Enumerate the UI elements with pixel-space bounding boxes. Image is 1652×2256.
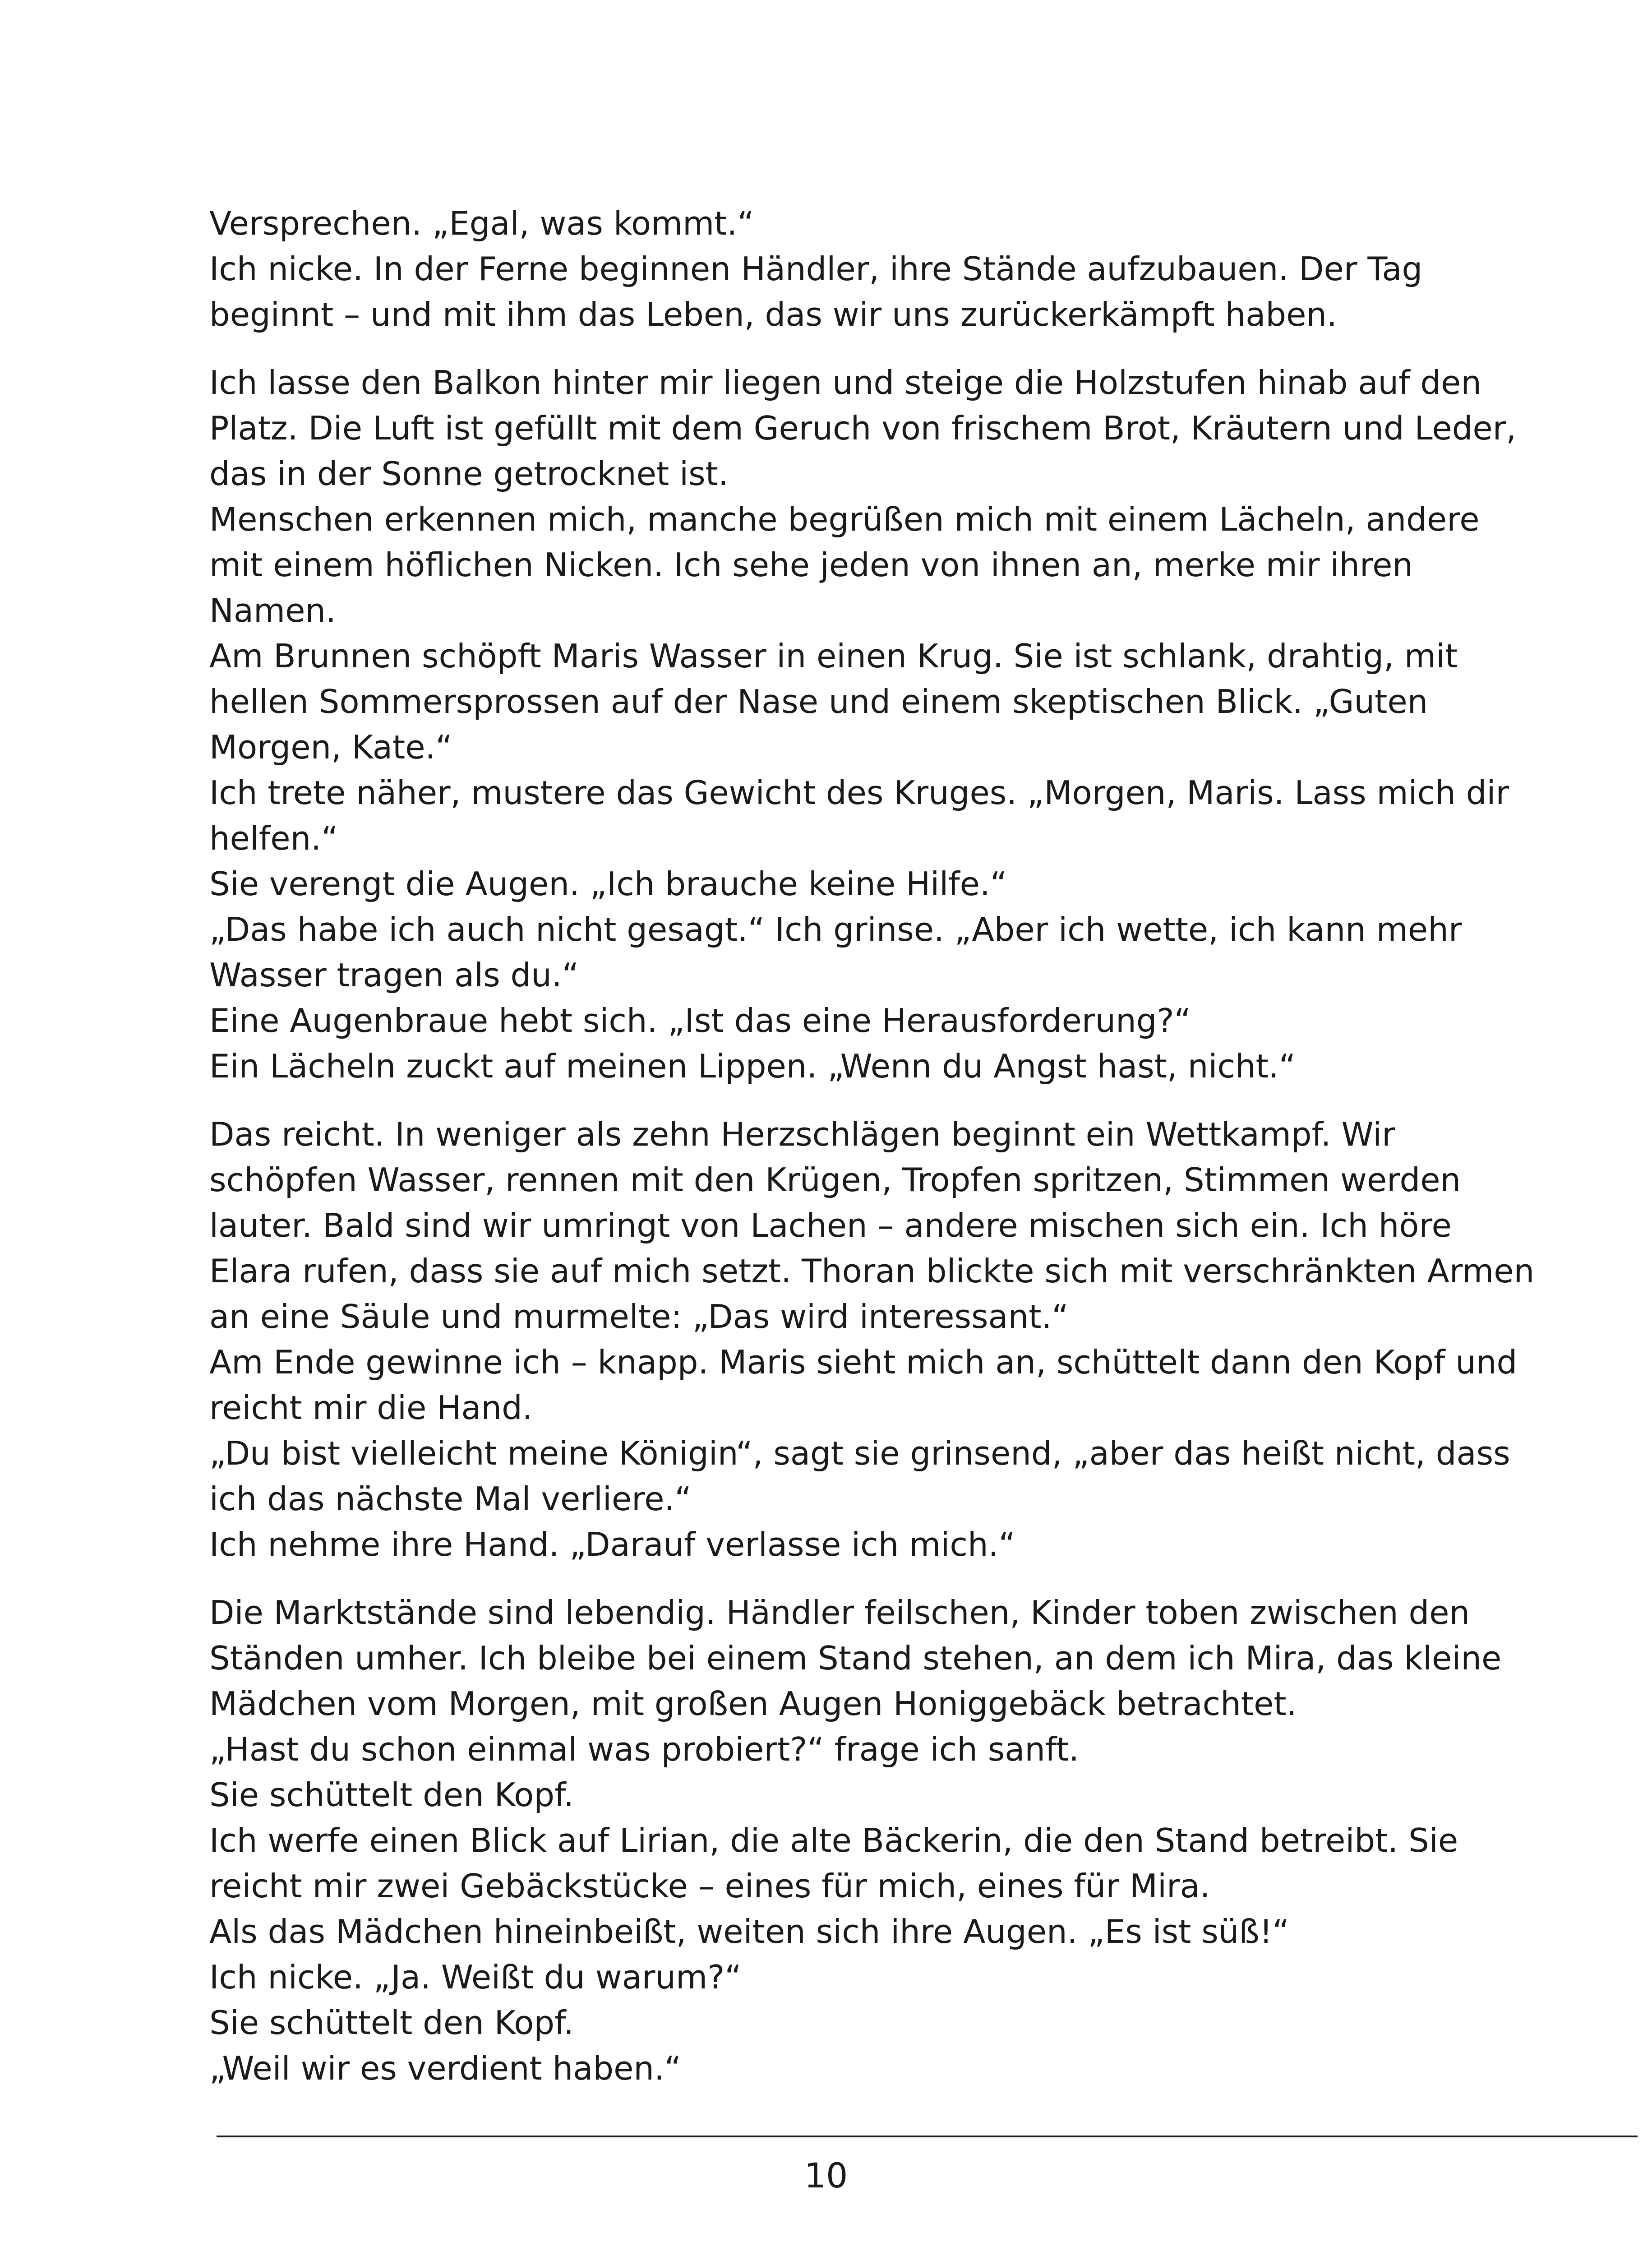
text-line: Elara rufen, dass sie auf mich setzt. Thoran blickte sich mit verschränkten Armen bbox=[209, 1252, 1535, 1290]
text-line: „Du bist vielleicht meine Königin“, sagt sie grinsend, „aber das heißt nicht, dass bbox=[209, 1434, 1510, 1472]
text-line: das in der Sonne getrocknet ist. bbox=[209, 455, 729, 493]
text-line: schöpfen Wasser, rennen mit den Krügen, Tropfen spritzen, Stimmen werden bbox=[209, 1161, 1461, 1199]
text-line: Wasser tragen als du.“ bbox=[209, 956, 579, 994]
text-line: Menschen erkennen mich, manche begrüßen mich mit einem Lächeln, andere bbox=[209, 500, 1480, 538]
text-line: lauter. Bald sind wir umringt von Lachen – andere mischen sich ein. Ich höre bbox=[209, 1207, 1452, 1244]
text-line: mit einem höflichen Nicken. Ich sehe jeden von ihnen an, merke mir ihren bbox=[209, 546, 1413, 584]
text-line: an eine Säule und murmelte: „Das wird interessant.“ bbox=[209, 1298, 1069, 1336]
text-line: Die Marktstände sind lebendig. Händler feilschen, Kinder toben zwischen den bbox=[209, 1594, 1470, 1632]
paragraph bbox=[209, 201, 1454, 337]
text-line: reicht mir die Hand. bbox=[209, 1389, 533, 1427]
text-line: Ich nicke. In der Ferne beginnen Händler, ihre Stände aufzubauen. Der Tag bbox=[209, 250, 1423, 288]
text-line: „Weil wir es verdient haben.“ bbox=[209, 2049, 682, 2087]
paragraph bbox=[209, 1112, 1535, 1567]
page-number: 10 bbox=[804, 2155, 848, 2196]
text-line: Als das Mädchen hineinbeißt, weiten sich ihre Augen. „Es ist süß!“ bbox=[209, 1913, 1289, 1951]
body-text bbox=[209, 201, 1535, 2114]
text-line: reicht mir zwei Gebäckstücke – eines für mich, eines für Mira. bbox=[209, 1867, 1210, 1905]
text-line: Sie verengt die Augen. „Ich brauche keine Hilfe.“ bbox=[209, 865, 1007, 903]
text-line: Namen. bbox=[209, 592, 336, 629]
text-line: ich das nächste Mal verliere.“ bbox=[209, 1480, 692, 1518]
text-line: Ich lasse den Balkon hinter mir liegen und steige die Holzstufen hinab auf den bbox=[209, 364, 1481, 402]
text-line: Mädchen vom Morgen, mit großen Augen Honiggebäck betrachtet. bbox=[209, 1685, 1297, 1723]
text-line: Am Ende gewinne ich – knapp. Maris sieht mich an, schüttelt dann den Kopf und bbox=[209, 1343, 1518, 1381]
text-line: Ich nehme ihre Hand. „Darauf verlasse ich mich.“ bbox=[209, 1526, 1015, 1563]
footer-rule bbox=[217, 2136, 1638, 2137]
text-line: Ich nicke. „Ja. Weißt du warum?“ bbox=[209, 1958, 742, 1996]
text-line: Platz. Die Luft ist gefüllt mit dem Geruch von frischem Brot, Kräutern und Leder, bbox=[209, 409, 1517, 447]
text-line: Das reicht. In weniger als zehn Herzschlägen beginnt ein Wettkampf. Wir bbox=[209, 1115, 1395, 1153]
text-line: Ständen umher. Ich bleibe bei einem Stand stehen, an dem ich Mira, das kleine bbox=[209, 1639, 1502, 1677]
paragraph bbox=[209, 1590, 1502, 2091]
text-line: helfen.“ bbox=[209, 819, 338, 857]
text-line: Ich werfe einen Blick auf Lirian, die alte Bäckerin, die den Stand betreibt. Sie bbox=[209, 1821, 1458, 1859]
text-line: „Hast du schon einmal was probiert?“ frage ich sanft. bbox=[209, 1730, 1080, 1768]
text-line: Ich trete näher, mustere das Gewicht des Kruges. „Morgen, Maris. Lass mich dir bbox=[209, 774, 1509, 812]
text-line: Morgen, Kate.“ bbox=[209, 728, 452, 766]
paragraph bbox=[209, 360, 1517, 1089]
text-line: Am Brunnen schöpft Maris Wasser in einen Krug. Sie ist schlank, drahtig, mit bbox=[209, 637, 1458, 675]
text-line: Sie schüttelt den Kopf. bbox=[209, 1776, 574, 1814]
text-line: Versprechen. „Egal, was kommt.“ bbox=[209, 204, 754, 242]
text-line: „Das habe ich auch nicht gesagt.“ Ich grinse. „Aber ich wette, ich kann mehr bbox=[209, 911, 1462, 948]
text-line: beginnt – und mit ihm das Leben, das wir uns zurückerkämpft haben. bbox=[209, 296, 1337, 333]
text-line: Eine Augenbraue hebt sich. „Ist das eine Herausforderung?“ bbox=[209, 1002, 1191, 1040]
text-line: Sie schüttelt den Kopf. bbox=[209, 2004, 574, 2042]
text-line: hellen Sommersprossen auf der Nase und einem skeptischen Blick. „Guten bbox=[209, 683, 1428, 721]
text-line: Ein Lächeln zuckt auf meinen Lippen. „Wenn du Angst hast, nicht.“ bbox=[209, 1047, 1296, 1085]
